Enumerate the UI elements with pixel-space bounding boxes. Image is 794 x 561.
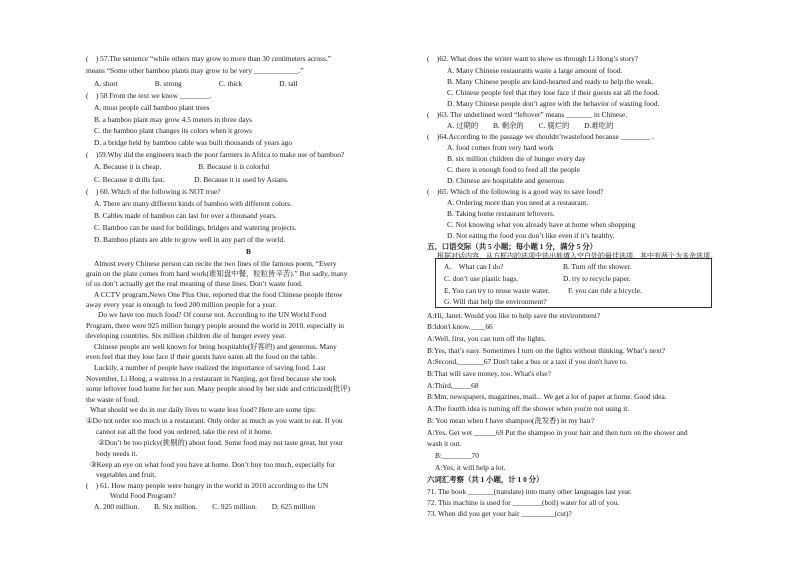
option-58-b: B. a bamboo plant may grow 4.5 meters in three days [94,115,253,124]
passage-line: A CCTV program,News One Plus One, reported that the food Chinese people throw [94,290,343,299]
vocab-73: 73. When did you get your hair _________(cut)? [427,509,572,518]
option-60-b: B. Cables made of bamboo can last for over a thousand years. [94,211,277,220]
option-65-c: C. Not knowing what you already have at home when shopping [447,220,636,229]
option-d: D. try to recycle paper. [563,274,631,283]
option-58-c: C. the bamboo plant changes its colors when it grows [94,126,253,135]
dialogue-line: B: You mean when I have shampoo(洗发香) in my hair? [427,416,595,425]
option-g: G. Will that help the environment? [444,297,547,306]
dialogue-line: B:That will save money, too. What's else? [427,369,551,378]
section-5-instructions: 根据对话内容，从方框内的选项中选出能填入空白处的最佳选项，其中有两个为多余选项。 [437,252,717,260]
option-60-d: D. Bamboo plants are able to grow well in any part of the world. [94,235,286,244]
passage-line: Do we have too much food? Of course not. According to the UN World Food [98,310,327,319]
option-62-a: A. Many Chinese restaurants waste a large amount of food. [447,66,623,75]
option-62-c: C. Chinese people feel that they lose face if their guests eat all the food. [447,88,660,97]
option-64-b: B. six million children die of hunger every day [447,154,586,163]
passage-line: November, Li Hong, a waitress in a restaurant in Nanjing, got fired because she took [86,374,337,383]
options-59-ab: A. Because it is cheap. B. Because it is colorful [94,162,270,171]
option-65-d: D. Not eating the food you don’t like even if it’s healthy. [447,231,615,240]
question-60: ( ) 60. Which of the following is NOT true? [86,187,221,196]
option-f: F. you can ride a bicycle. [568,286,642,295]
passage-line: Program, there were 925 million hungry people around the world in 2010, especially in [86,321,344,330]
vocab-71: 71. The book _______(translate) into many other languages last year. [427,487,632,496]
dialogue-line: B:Idon't know.____66 [427,322,493,331]
passage-line: some leftover food home for her son. Many people stood by her side and criticized(批评) [86,384,351,393]
tip-2: ②Don’t be too picky(挑剔的) about food. Some food may not taste great, but your [98,438,344,447]
option-64-a: A. food comes from very hard work [447,143,554,152]
passage-line: grain on the plate comes from hard work(谁知盘中餐，粒粒皆辛苦).” But sadly, many [86,269,348,278]
option-60-c: C. Bamboo can be used for buildings, bridges and watering projects. [94,223,297,232]
passage-line: Luckily, a number of people have realized the importance of saving food. Last [94,363,326,372]
dialogue-line: A:Yes. Get wet ______69 Put the shampoo in your hair and then turn on the shower and [427,428,688,437]
options-59-cd: C. Because it drills fast. D. Because it is used by Asians. [94,175,289,184]
question-57-options: A. short B. strong C. thick D. tall [94,79,298,88]
dialogue-line: B:Mm, newspapers, magazines, mail... We get a lot of paper at home. Good idea. [427,392,667,401]
dialogue-line: B:Yes, that’s easy. Sometimes I turn on the lights without thinking. What’s next? [427,346,666,355]
option-b: B. Turn off the shower. [563,262,632,271]
question-61-cont: World Food Program? [110,491,176,500]
vocab-72: 72. This machine is used for ________(boil) water for all of you. [427,498,620,507]
section-b-heading: B [246,247,251,256]
dialogue-line: A:Hi, Janet. Would you like to help save the environment? [427,311,601,320]
dialogue-line: A:Yes, it will help a lot. [435,463,506,472]
option-a: A. What can I do? [444,262,504,271]
passage-line: Chinese people are well known for being hospitable(好客的) and generous. Many [94,342,337,351]
passage-line: even feel that they lose face if their guests have eaten all the food on the table. [86,352,318,361]
passage-line: of us don’t actually get the real meaning of these lines. Don’t waste food. [86,279,303,288]
options-box [435,258,712,308]
question-59: ( )59.Why did the engineers teach the poor farmers in Africa to make use of bamboo? [86,150,345,159]
option-65-b: B. Taking home restaurant leftovers. [447,209,555,218]
dialogue-line: A:The fourth idea is turning off the shower when you're not using it. [427,404,630,413]
passage-line: Almost every Chinese person can recite the two lines of the famous poem, “Every [94,259,337,268]
question-61: ( ) 61. How many people were hungry in the world in 2010 according to the UN [86,481,329,490]
option-65-a: A. Ordering more than you need at a restaurant. [447,198,589,207]
dialogue-line: A:Second,_______67 Don't take a bus or a taxi if you don't have to. [427,357,628,366]
dialogue-line: wash it out. [427,439,462,448]
tip-1: ①Do not order too much in a restaurant. Only order as much as you want to eat. If you [86,416,343,425]
tip-3-cont: vegetables and fruit. [96,470,157,479]
question-58: ( ) 58 From the text we know ________. [86,91,212,100]
options-63: A. 过期的 B. 剩余的 C. 腐烂的 D.难吃的 [447,121,614,130]
passage-line: What should we do in our daily lives to waste less food? Here are some tips: [90,405,316,414]
section-5-heading: 五、口语交际（共 5 小题；每小题 1 分，满分 5 分） [427,242,597,251]
passage-line: developing countries. Six million children die of hunger every year. [86,331,287,340]
question-65: ( )65. Which of the following is a good way to save food? [427,187,604,196]
question-62: ( )62. What does the writer want to show us through Li Hong’s story? [427,54,639,63]
tip-1-cont: cannot eat all the food you ordered, take the rest of it home. [96,427,273,436]
passage-line: the waste of food. [86,395,139,404]
question-64: ( )64.According to the passage we shouldn’twastefood because ________ . [427,132,654,141]
option-60-a: A. There are many different kinds of bamboo with different colors. [94,199,292,208]
option-62-d: D. Many Chinese people don’t agree with the behavior of wasting food. [447,99,660,108]
tip-3: ③Keep an eye on what food you have at home. Don’t buy too much, especially for [90,460,336,469]
option-e: E. You can try to reuse waste water. [444,286,550,295]
question-57-text: means “Some other bamboo plants may grow to be very ____________.” [86,66,304,75]
tip-2-cont: body needs it. [96,449,138,458]
dialogue-line: A:Well, first, you can turn off the lights. [427,334,546,343]
section-6-heading: 六词汇考察（共 1 小题，计 1 0 分） [427,475,544,484]
question-61-options: A. 200 million. B. Six million. C. 925 million. D. 625 million [94,502,316,511]
dialogue-line: A:Third,_____68 [427,381,479,390]
question-57: ( ) 57.The sentence “while others may grow to more than 30 centimeters across.” [86,54,332,63]
option-58-d: D. a bridge held by bamboo cable was built thousands of years ago [94,138,293,147]
option-64-c: C. there is enough food to feed all the people [447,165,580,174]
dialogue-line: B:________70 [435,451,479,460]
passage-line: away every year is enough to feed 200 million people for a year. [86,300,277,309]
option-c: C. don’t use plastic bags. [444,274,519,283]
option-64-d: D. Chinese are hospitable and generous [447,176,564,185]
option-58-a: A. most people call bamboo plant trees [94,103,210,112]
option-62-b: B. Many Chinese people are kind-hearted and ready to help the weak. [447,77,654,86]
question-63: ( )63. The underlined word “leftover” means _______ in Chinese. [427,110,628,119]
